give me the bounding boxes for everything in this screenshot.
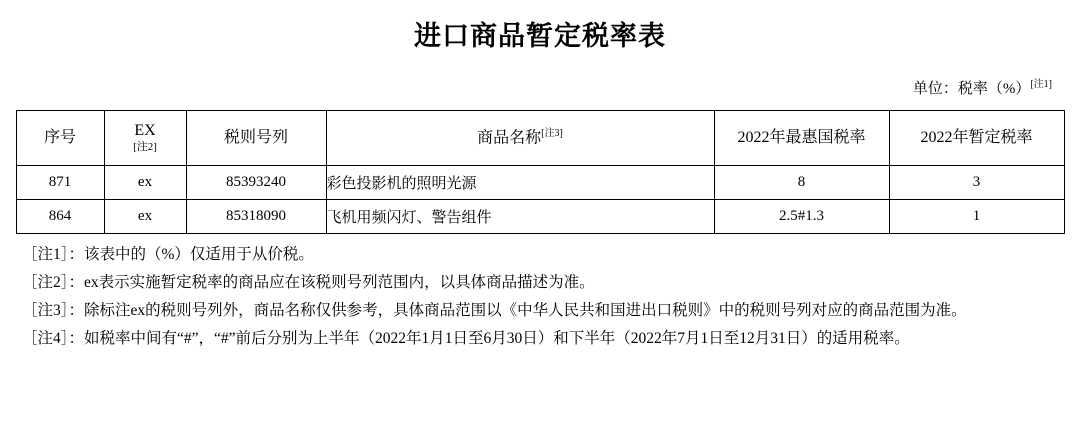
cell-name: 飞机用频闪灯、警告组件 <box>326 200 714 234</box>
document-page <box>0 14 1080 438</box>
column-header-seq: 序号 <box>16 111 104 166</box>
cell-ex: ex <box>104 166 186 200</box>
cell-seq: 864 <box>16 200 104 234</box>
page-title: 进口商品暂定税率表 <box>414 21 666 51</box>
cell-provisional-rate: 1 <box>889 200 1064 234</box>
cell-code: 85393240 <box>186 166 326 200</box>
column-header-name <box>326 111 714 166</box>
cell-name: 彩色投影机的照明光源 <box>326 166 714 200</box>
cell-mfn-rate: 2.5#1.3 <box>714 200 889 234</box>
footnote-4: ［注4］：如税率中间有“#”，“#”前后分别为上半年（2022年1月1日至6月30日）和下半年（2022年7月1日至12月31日）的适用税率。 <box>22 330 910 348</box>
column-header-ex-note: [注2] <box>133 141 157 154</box>
footnote-2: ［注2］：ex表示实施暂定税率的商品应在该税则号列范围内，以具体商品描述为准。 <box>22 274 595 292</box>
footnotes <box>22 242 1058 351</box>
column-header-code: 税则号列 <box>186 111 326 166</box>
column-header-provisional-rate: 2022年暂定税率 <box>889 111 1064 166</box>
table-row <box>16 200 1064 234</box>
footnote-1: ［注1］：该表中的（%）仅适用于从价税。 <box>22 246 314 263</box>
footnote-3: ［注3］：除标注ex的税则号列外，商品名称仅供参考，具体商品范围以《中华人民共和国进出口税则》中的税则号列对应的商品范围为准。 <box>22 302 967 320</box>
cell-seq: 871 <box>16 166 104 200</box>
table-header-row <box>16 111 1064 166</box>
unit-note-reference: [注1] <box>1030 79 1052 90</box>
tariff-table <box>16 110 1065 234</box>
column-header-name-text: 商品名称 <box>477 129 542 147</box>
unit-label: 单位：税率（%） <box>912 81 1031 97</box>
column-header-mfn-rate: 2022年最惠国税率 <box>714 111 889 166</box>
column-header-ex-main: EX <box>134 121 156 139</box>
cell-provisional-rate: 3 <box>889 166 1064 200</box>
table-row <box>16 166 1064 200</box>
cell-code: 85318090 <box>186 200 326 234</box>
cell-ex: ex <box>104 200 186 234</box>
column-header-name-note: [注3] <box>541 128 563 140</box>
cell-mfn-rate: 8 <box>714 166 889 200</box>
unit-line <box>0 75 1080 98</box>
column-header-ex <box>104 111 186 166</box>
